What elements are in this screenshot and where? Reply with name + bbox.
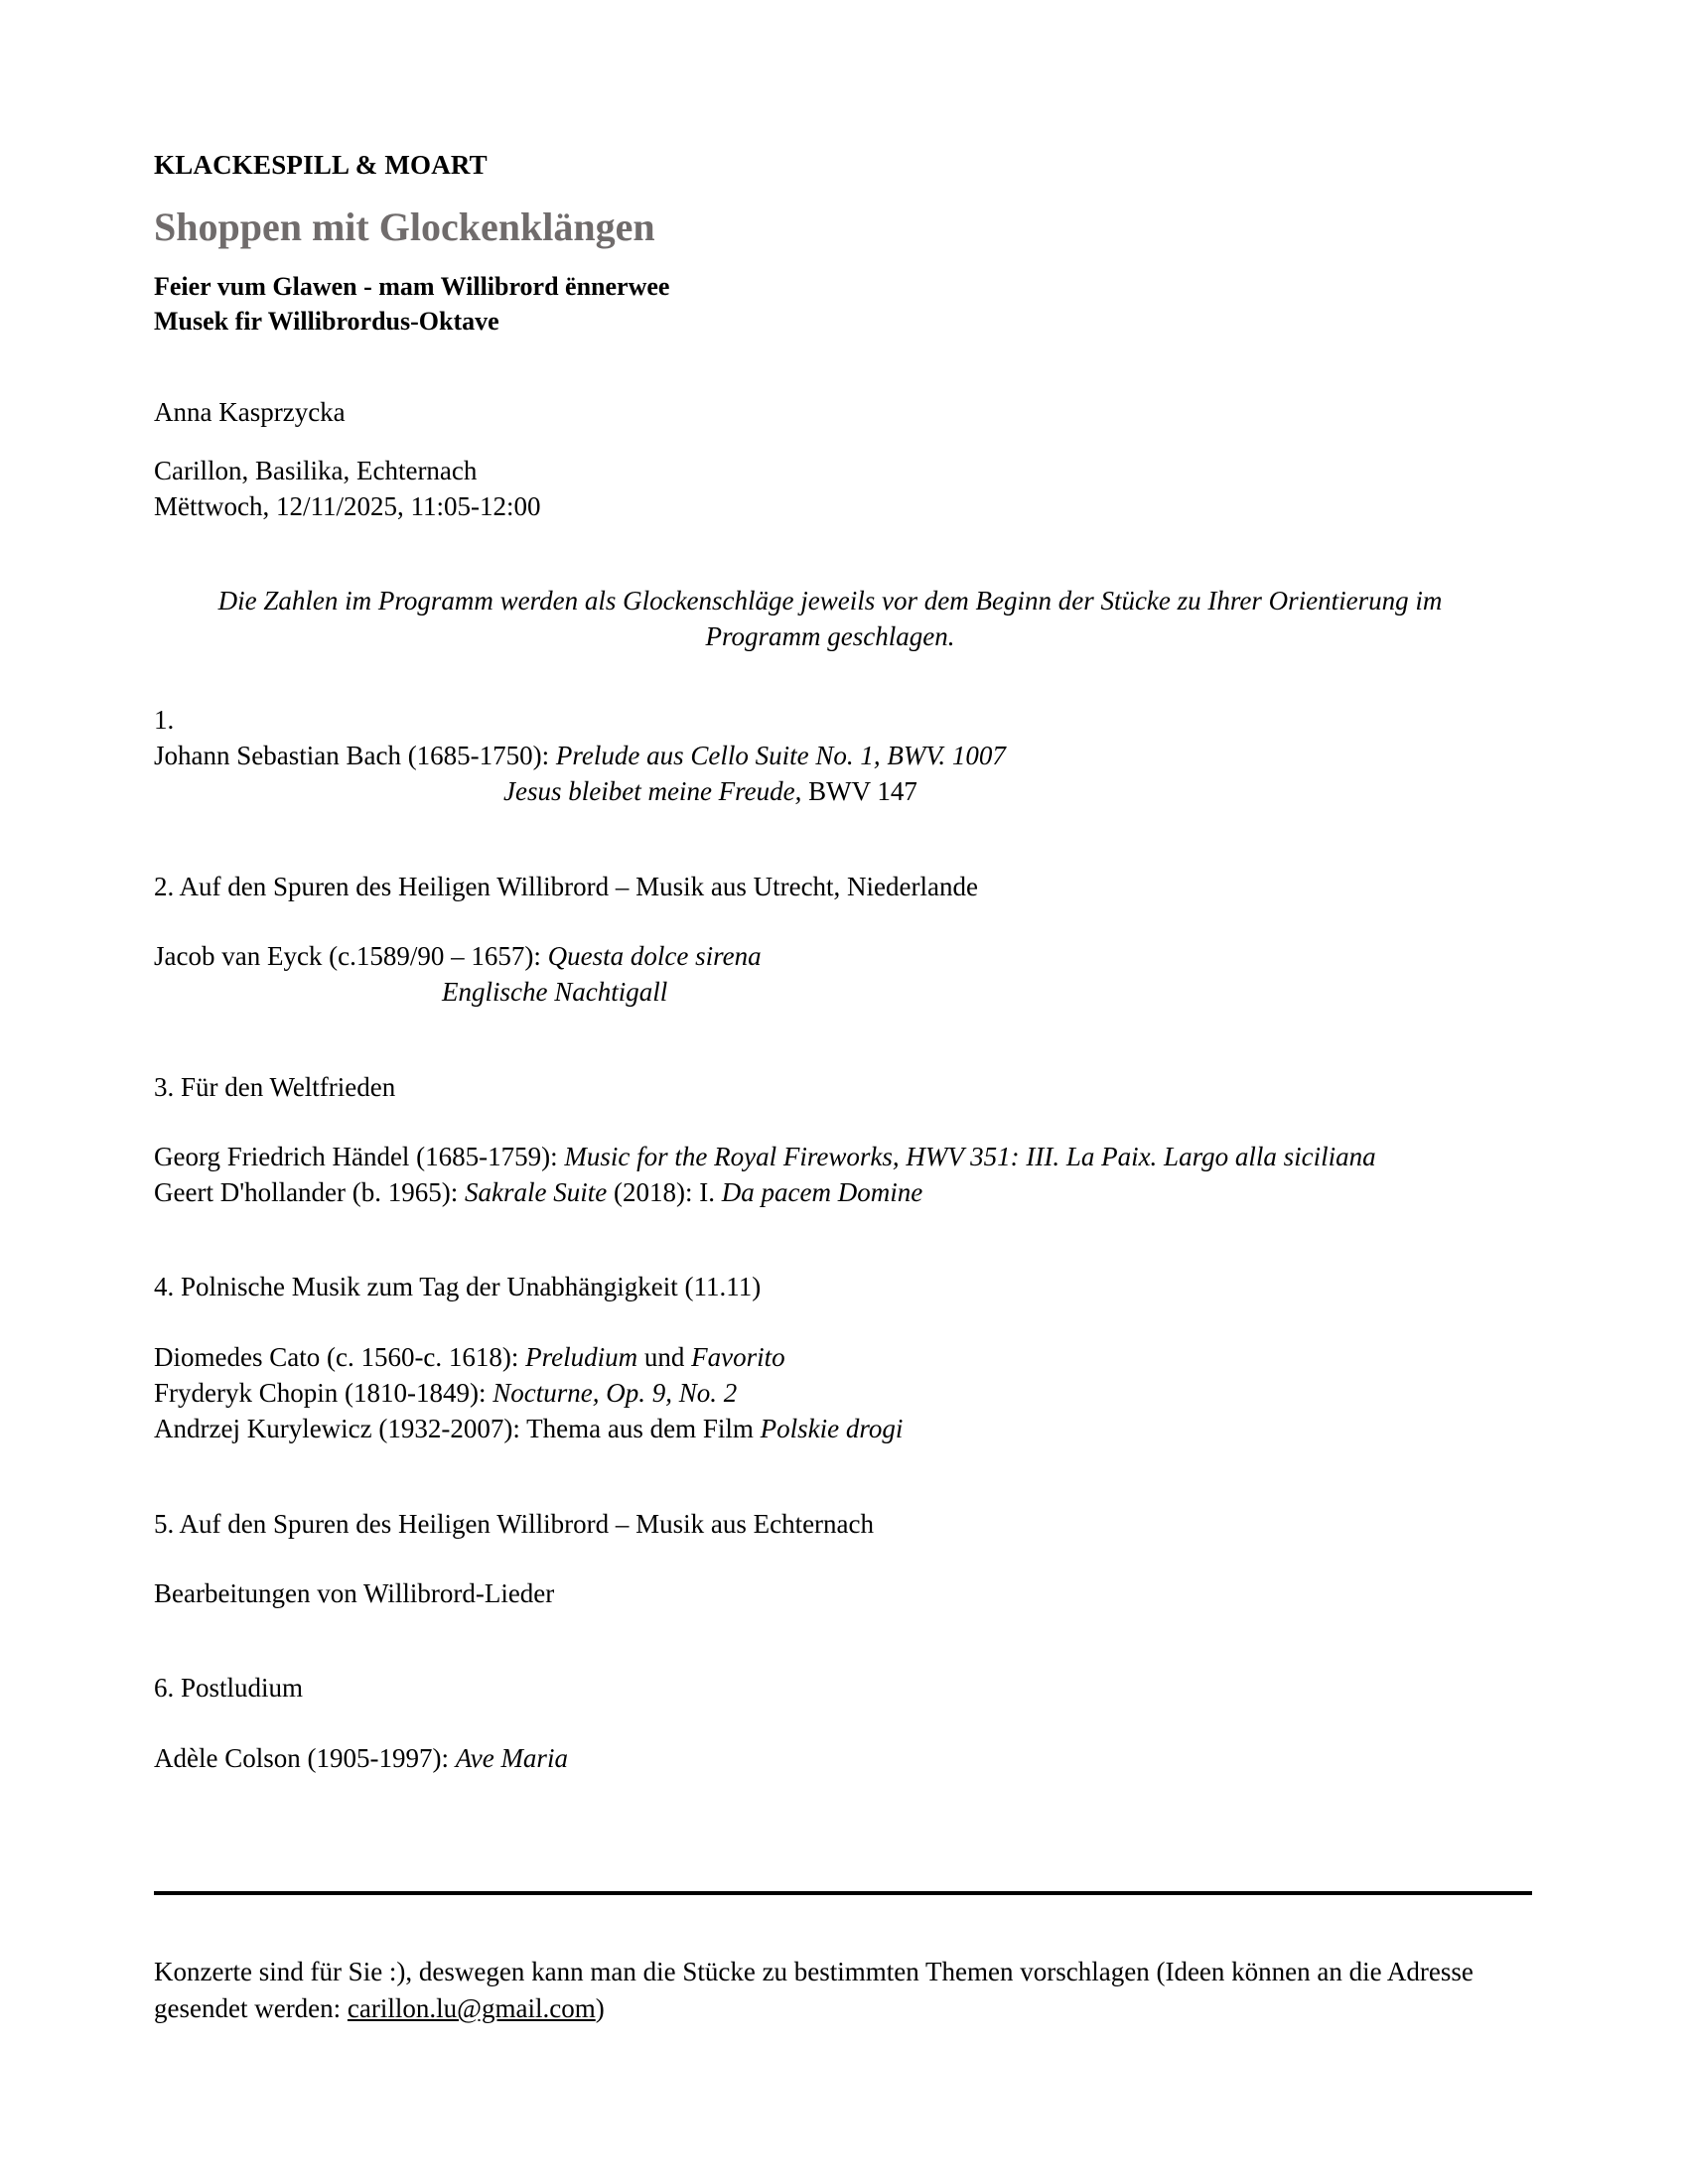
- footer-note: [154, 1954, 1504, 2028]
- footer-note-text-before: Konzerte sind für Sie :), deswegen kann man die Stücke zu bestimmten Themen vorschlagen (Ideen können an die Adresse gesendet werden:: [154, 1957, 1474, 2024]
- item-1-number: 1.: [154, 704, 175, 735]
- event-datetime: Mëttwoch, 12/11/2025, 11:05-12:00: [154, 491, 541, 522]
- item-4-kurylewicz-work: Polskie drogi: [760, 1414, 904, 1444]
- item-3-dhollander-year: (2018): I.: [614, 1177, 715, 1208]
- program-item-1: [154, 703, 1484, 810]
- item-1-work-2-title: Jesus bleibet meine Freude,: [503, 776, 802, 807]
- performer-name: Anna Kasprzycka: [154, 397, 346, 428]
- item-6-heading: 6. Postludium: [154, 1673, 304, 1704]
- program-item-3: [154, 1070, 1484, 1211]
- footer-note-text-after: ): [595, 1993, 605, 2024]
- item-3-heading: 3. Für den Weltfrieden: [154, 1071, 396, 1102]
- spacer: [154, 844, 1484, 870]
- item-3-handel-composer: Georg Friedrich Händel (1685-1759):: [154, 1142, 558, 1172]
- item-2-heading: 2. Auf den Spuren des Heiligen Willibrord – Musik aus Utrecht, Niederlande: [154, 871, 978, 901]
- item-1-piece-2: [154, 773, 1484, 809]
- item-3-dhollander-composer: Geert D'hollander (b. 1965):: [154, 1177, 459, 1208]
- item-3-dhollander-movement: Da pacem Domine: [721, 1177, 923, 1208]
- item-4-heading: 4. Polnische Musik zum Tag der Unabhängigkeit (11.11): [154, 1272, 762, 1302]
- item-3-piece-handel: [154, 1139, 1484, 1174]
- program-item-6: [154, 1671, 1484, 1776]
- item-2-work-2: Englische Nachtigall: [442, 977, 668, 1008]
- item-5-content: Bearbeitungen von Willibrord-Lieder: [154, 1578, 555, 1609]
- item-1-composer: Johann Sebastian Bach (1685-1750):: [154, 741, 550, 771]
- item-4-cato-conjunction: und: [643, 1342, 685, 1373]
- item-4-cato-work-2: Favorito: [691, 1342, 785, 1373]
- venue-block: [154, 454, 1484, 525]
- item-4-cato-composer: Diomedes Cato (c. 1560-c. 1618):: [154, 1342, 519, 1373]
- program-item-4: [154, 1270, 1484, 1446]
- item-6-composer: Adèle Colson (1905-1997):: [154, 1743, 449, 1774]
- item-2-piece-2: [154, 974, 1484, 1010]
- footer-divider: [154, 1891, 1532, 1895]
- document-body: [154, 149, 1484, 1810]
- item-4-cato-work-1: Preludium: [525, 1342, 638, 1373]
- organization-name: KLACKESPILL & MOART: [154, 150, 488, 180]
- item-1-work-2-catalog: BWV 147: [808, 776, 917, 807]
- program-item-2: [154, 870, 1484, 1011]
- item-4-piece-kurylewicz: [154, 1411, 1484, 1446]
- item-3-dhollander-work: Sakrale Suite: [465, 1177, 608, 1208]
- item-3-handel-work: Music for the Royal Fireworks, HWV 351: III. La Paix. Largo alla siciliana: [564, 1142, 1376, 1172]
- venue-location: Carillon, Basilika, Echternach: [154, 456, 478, 486]
- program-note-line-1: Die Zahlen im Programm werden als Glockenschläge jeweils vor dem Beginn der Stücke: [217, 586, 1171, 616]
- item-6-work: Ave Maria: [455, 1743, 568, 1774]
- item-5-heading: 5. Auf den Spuren des Heiligen Willibrord – Musik aus Echternach: [154, 1508, 875, 1539]
- spacer: [154, 1044, 1484, 1070]
- program-note: [154, 583, 1484, 654]
- subtitle-line-1: Feier vum Glawen - mam Willibrord ënnerwee: [154, 272, 670, 302]
- spacer: [154, 1244, 1484, 1270]
- subtitle-block: [154, 270, 1484, 339]
- item-2-work-1: Questa dolce sirena: [547, 941, 762, 972]
- program-note-line-2: zu Ihrer Orientierung im Programm geschlagen.: [705, 586, 1443, 652]
- spacer: [154, 1481, 1484, 1507]
- item-4-chopin-composer: Fryderyk Chopin (1810-1849):: [154, 1378, 487, 1409]
- item-3-piece-dhollander: [154, 1174, 1484, 1210]
- item-2-composer: Jacob van Eyck (c.1589/90 – 1657):: [154, 941, 541, 972]
- contact-email-link[interactable]: carillon.lu@gmail.com: [347, 1993, 596, 2024]
- item-4-piece-cato: [154, 1339, 1484, 1375]
- item-2-piece-1: [154, 938, 1484, 974]
- item-1-piece-1: [154, 738, 1484, 773]
- program-item-5: [154, 1507, 1484, 1612]
- item-4-piece-chopin: [154, 1375, 1484, 1411]
- spacer: [154, 1645, 1484, 1671]
- item-1-work-1: Prelude aus Cello Suite No. 1, BWV. 1007: [555, 741, 1006, 771]
- item-4-kurylewicz-composer: Andrzej Kurylewicz (1932-2007): Thema aus dem Film: [154, 1414, 754, 1444]
- item-6-piece: [154, 1740, 1484, 1776]
- page-title: Shoppen mit Glockenklängen: [154, 205, 655, 250]
- item-4-chopin-work: Nocturne, Op. 9, No. 2: [492, 1378, 738, 1409]
- subtitle-line-2: Musek fir Willibrordus-Oktave: [154, 306, 499, 336]
